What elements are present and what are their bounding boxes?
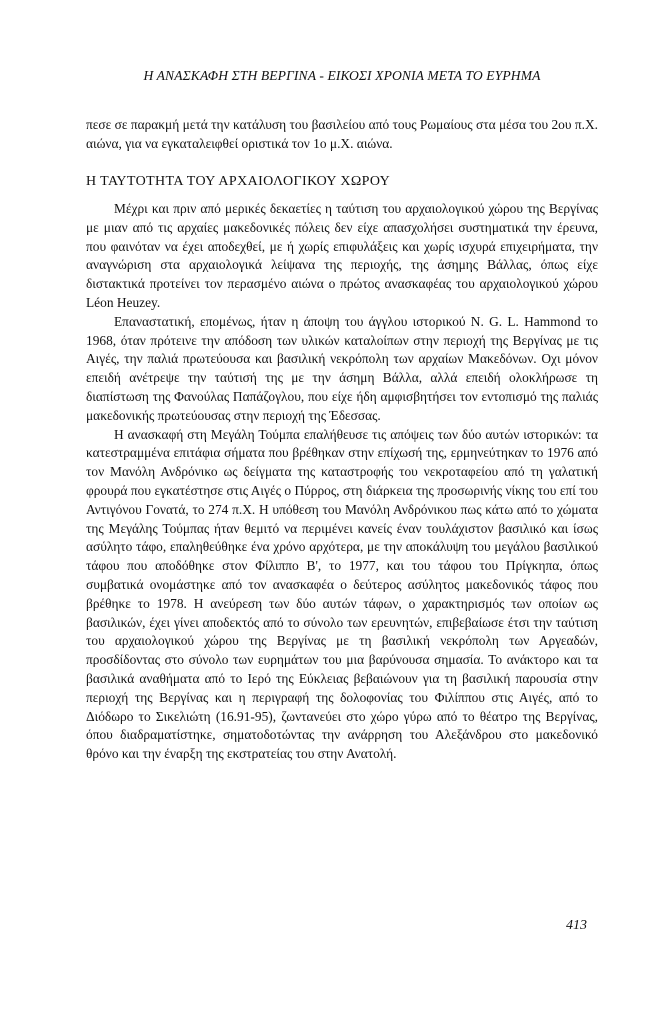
main-text — [86, 200, 598, 764]
continued-paragraph: πεσε σε παρακμή μετά την κατάλυση του βασιλείου από τους Ρωμαίους στα μέσα του 2ου π.Χ. αιώνα, για να εγκαταλειφθεί οριστικά τον 1ο μ.Χ. αιώνα. — [86, 117, 598, 151]
paragraph-1: Μέχρι και πριν από μερικές δεκαετίες η ταύτιση του αρχαιολογικού χώρου της Βεργίνας με μιαν από τις αρχαίες μακεδονικές πόλεις δεν είχε απασχολήσει συστηματικά την έρευνα, που φαινόταν να έχει αποδεχθεί, με ή χωρίς επιφυλάξεις και χωρίς ισχυρά επιχειρήματα, την αναγνώριση στα αρχαιολογικά λείψανα της περιοχής, της άσημης Βάλλας, όπως είχε διστακτικά προτείνει τον περασμένο αιώνα ο πρώτος ανασκαφέας του αρχαιολογικού χώρου Léon Heuzey. — [86, 201, 598, 310]
section-heading: Η ΤΑΥΤΟΤΗΤΑ ΤΟΥ ΑΡΧΑΙΟΛΟΓΙΚΟΥ ΧΩΡΟΥ — [86, 174, 391, 189]
page-number: 413 — [566, 918, 587, 933]
paragraph-2: Επαναστατική, επομένως, ήταν η άποψη του άγγλου ιστορικού N. G. L. Hammond το 1968, όταν πρότεινε την απόδοση των υλικών καταλοίπων στην περιοχή της Βεργίνας με τις Αιγές, την παλιά πρωτεύουσα και βασιλική νεκρόπολη των αρχαίων Μακεδόνων. Οχι μόνον επειδή ανέτρεψε την ταύτισή της με την άσημη Βάλλα, αλλά επειδή ολοκλήρωσε τη διαπίστωση της Φανούλας Παπάζογλου, που είχε ήδη αμφισβητήσει τον εντοπισμό της παλιάς μακεδονικής πρωτεύουσας στην περιοχή της Έδεσσας. — [86, 313, 598, 423]
paragraph-3: Η ανασκαφή στη Μεγάλη Τούμπα επαλήθευσε τις απόψεις των δύο αυτών ιστορικών: τα κατεστραμμένα επιτάφια σήματα που βρέθηκαν στην επίχωσή της, ερμηνεύτηκαν το 1976 από τον Μανόλη Ανδρόνικο ως δείγματα της καταστροφής του νεκροταφείου από τη γαλατική φρουρά που εγκατέστησε στις Αιγές ο Πύρρος, στη διάρκεια της προσωρινής νίκης του επί του Αντιγόνου Γονατά, το 274 π.Χ. Η υπόθεση του Μανόλη Ανδρόνικου πως κάτω από το χώματα της Μεγάλης Τούμπας ήταν θεμιτό να περιμένει κανείς έναν τουλάχιστον βασιλικό και ίσως ασύλητο τάφο, επαληθεύθηκε ένα χρόνο αρχότερα, με την αποκάλυψη του μεγάλου βασιλικού τάφου που αποδόθηκε στον Φίλιππο Β', το 1977, και του τάφου του Πρίγκηπα, όπως συμβατικά ονομάστηκε από τον ανασκαφέα ο δεύτερος ασύλητος μακεδονικός τάφος που βρέθηκε το 1978. Η ανεύρεση των δύο αυτών τάφων, ο χαρακτηρισμός των οποίων ως βασιλικών, έχει γίνει αποδεκτός από το σύνολο των ερευνητών, επιβεβαίωσε έτσι την ταύτιση του αρχαιολογικού χώρου της Βεργίνας με τη βασιλική νεκρόπολη των Αργεαδών, προσδίδοντας στο σύνολο των ευρημάτων του μια βαρύνουσα σημασία. Το ανάκτορο και τα βασιλικά αναθήματα από το Ιερό της Εύκλειας βεβαιώνουν για τη βασιλική παρουσία στην περιοχή της Βεργίνας και η περιγραφή της δολοφονίας του Φιλίππου στις Αιγές, από το Διόδωρο το Σικελιώτη (16.91-95), ζωντανεύει στο χώρο γύρω από το θέατρο της Βεργίνας, όπου διαδραματίστηκε, σηματοδοτώντας την ανάρρηση του Αλεξάνδρου στο μακεδονικό θρόνο και την έναρξη της εκστρατείας του στην Ανατολή. — [86, 426, 598, 762]
running-head: Η ΑΝΑΣΚΑΦΗ ΣΤΗ ΒΕΡΓΙΝΑ - ΕΙΚΟΣΙ ΧΡΟΝΙΑ ΜΕΤΑ ΤΟ ΕΥΡΗΜΑ — [143, 68, 541, 83]
